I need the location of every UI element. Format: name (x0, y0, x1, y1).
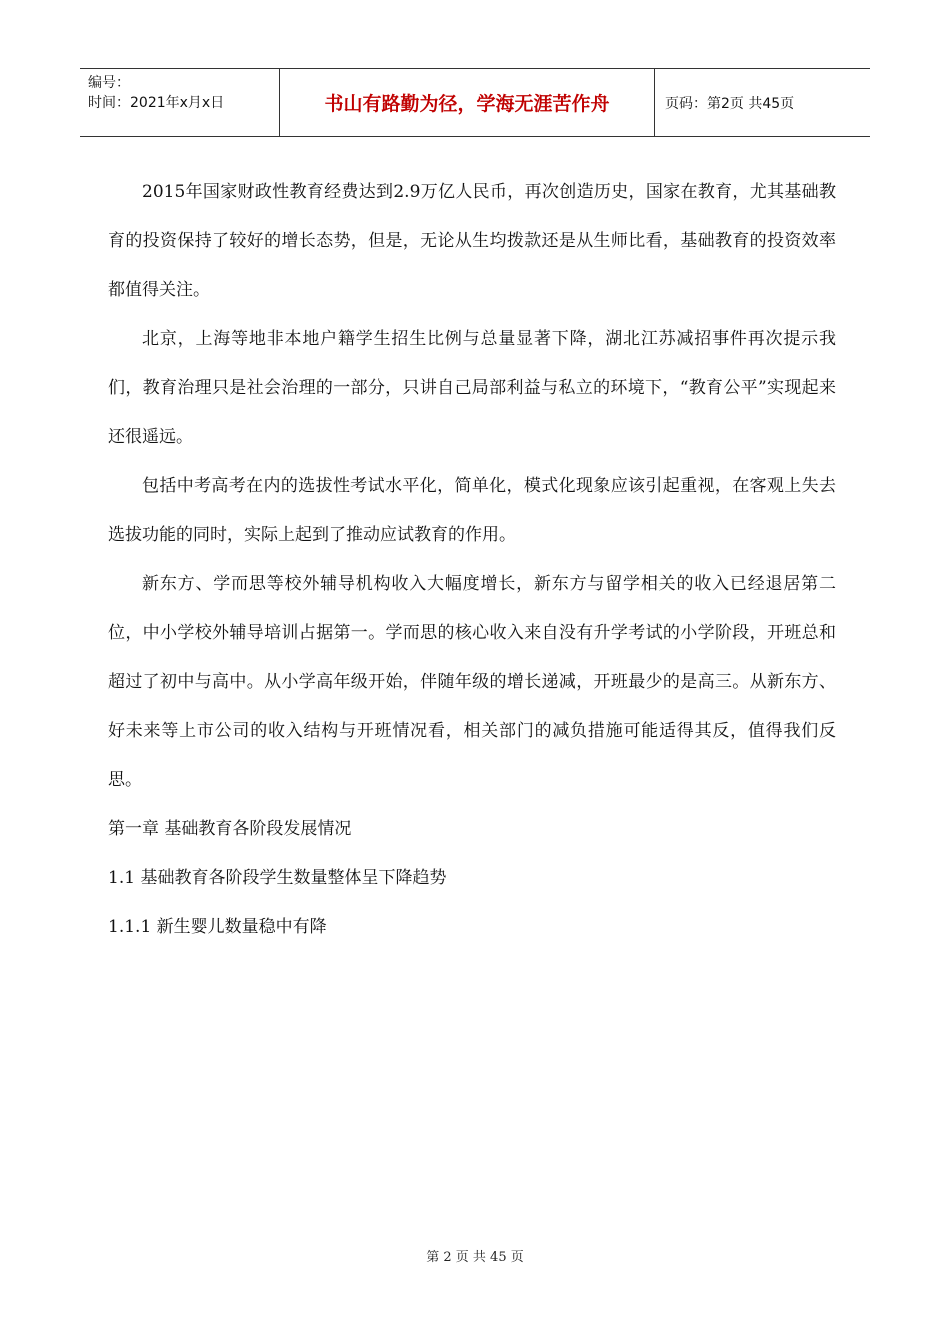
page-footer (0, 1246, 950, 1265)
body-paragraph: 2015年国家财政性教育经费达到2.9万亿人民币，再次创造历史，国家在教育，尤其基础教育的投资保持了较好的增长态势，但是，无论从生均拨款还是从生师比看，基础教育的投资效率都值得关注。 (108, 182, 836, 300)
chapter-heading: 第一章 基础教育各阶段发展情况 (108, 819, 352, 839)
subsection-heading: 1.1.1 新生婴儿数量稳中有降 (108, 917, 327, 937)
body-paragraph: 包括中考高考在内的选拔性考试水平化，简单化，模式化现象应该引起重视，在客观上失去选拔功能的同时，实际上起到了推动应试教育的作用。 (108, 476, 836, 545)
document-date-label: 时间：2021年x月x日 (88, 95, 225, 111)
section-heading: 1.1 基础教育各阶段学生数量整体呈下降趋势 (108, 868, 447, 888)
header-page-cell (655, 69, 870, 136)
header-motto-cell (280, 69, 655, 136)
document-body (108, 168, 836, 952)
header-meta-cell (80, 69, 280, 136)
body-paragraph: 新东方、学而思等校外辅导机构收入大幅度增长，新东方与留学相关的收入已经退居第二位，中小学校外辅导培训占据第一。学而思的核心收入来自没有升学考试的小学阶段，开班总和超过了初中与高中。从小学高年级开始，伴随年级的增长递减，开班最少的是高三。从新东方、好未来等上市公司的收入结构与开班情况看，相关部门的减负措施可能适得其反，值得我们反思。 (108, 574, 836, 790)
header-page-code: 页码：第2页 共45页 (665, 95, 795, 112)
document-number-label: 编号： (88, 75, 130, 91)
body-paragraph: 北京，上海等地非本地户籍学生招生比例与总量显著下降，湖北江苏减招事件再次提示我们，教育治理只是社会治理的一部分，只讲自己局部利益与私立的环境下，“教育公平”实现起来还很遥远。 (108, 329, 836, 447)
footer-page-number: 第 2 页 共 45 页 (426, 1250, 524, 1265)
page-header (80, 68, 870, 137)
header-motto: 书山有路勤为径，学海无涯苦作舟 (324, 93, 610, 115)
